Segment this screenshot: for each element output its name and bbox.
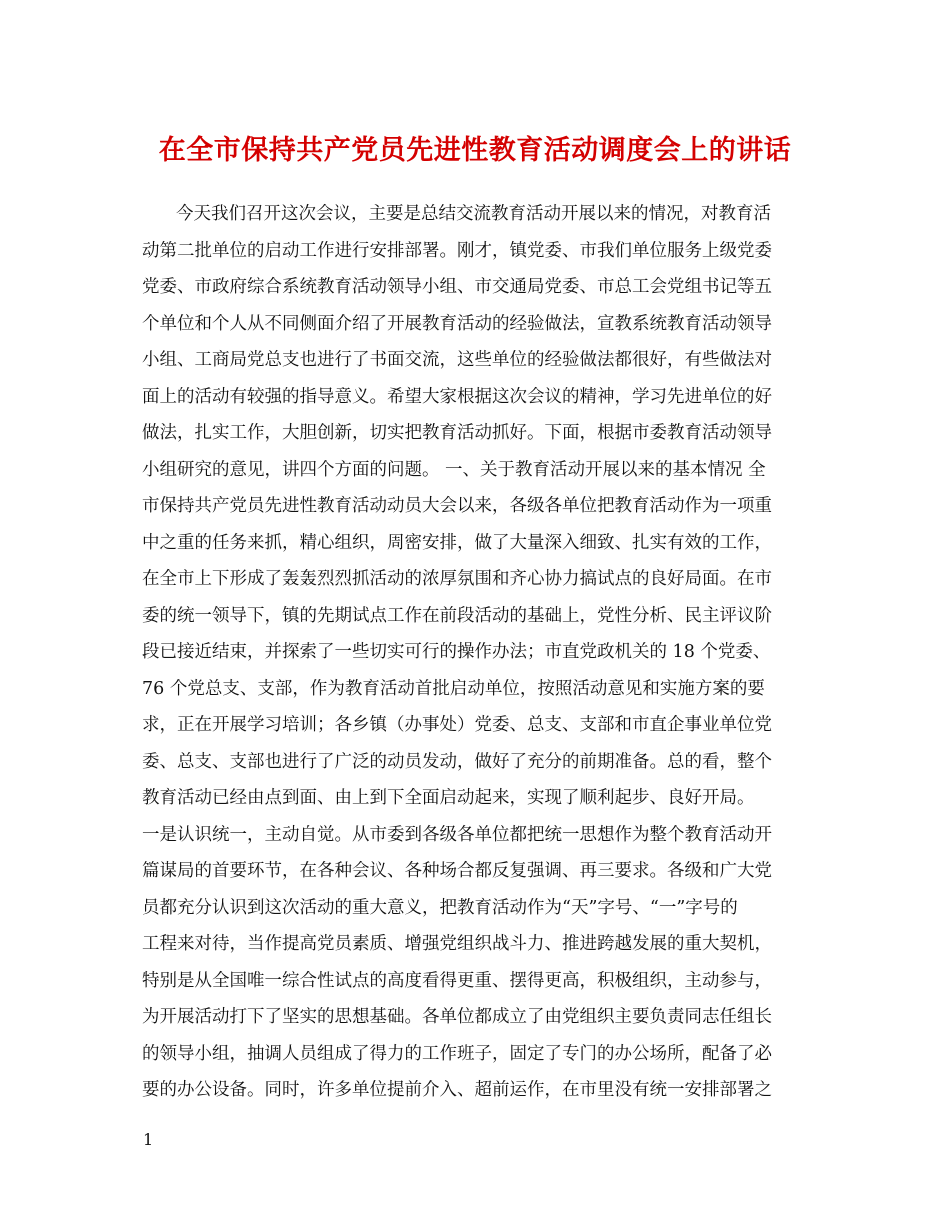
document-body xyxy=(142,196,822,1109)
body-line: 教育活动已经由点到面、由上到下全面启动起来，实现了顺利起步、良好开局。 xyxy=(142,788,755,808)
body-line: 求，正在开展学习培训；各乡镇（办事处）党委、总支、支部和市直企事业单位党 xyxy=(142,715,772,735)
body-line: 委、总支、支部也进行了广泛的动员发动，做好了充分的前期准备。总的看，整个 xyxy=(142,751,772,772)
body-line: 在全市上下形成了轰轰烈烈抓活动的浓厚氛围和齐心协力搞试点的良好局面。在市 xyxy=(142,569,772,589)
body-line: 员都充分认识到这次活动的重大意义，把教育活动作为“天”字号、“一”字号的 xyxy=(142,897,738,918)
body-line: 个单位和个人从不同侧面介绍了开展教育活动的经验做法，宣教系统教育活动领导 xyxy=(142,313,772,334)
body-line: 小组研究的意见，讲四个方面的问题。 一、关于教育活动开展以来的基本情况 全 xyxy=(142,459,766,480)
page-number: 1 xyxy=(143,1130,154,1149)
body-line: 委的统一领导下，镇的先期试点工作在前段活动的基础上，党性分析、民主评议阶 xyxy=(142,605,772,626)
body-line: 特别是从全国唯一综合性试点的高度看得更重、摆得更高，积极组织，主动参与， xyxy=(142,970,772,991)
body-line: 今天我们召开这次会议，主要是总结交流教育活动开展以来的情况，对教育活 xyxy=(176,204,771,224)
body-line: 小组、工商局党总支也进行了书面交流，这些单位的经验做法都很好，有些做法对 xyxy=(142,350,772,370)
document-title: 在全市保持共产党员先进性教育活动调度会上的讲话 xyxy=(158,135,792,166)
body-line: 党委、市政府综合系统教育活动领导小组、市交通局党委、市总工会党组书记等五 xyxy=(142,277,772,297)
body-line: 76 个党总支、支部，作为教育活动首批启动单位，按照活动意见和实施方案的要 xyxy=(142,678,765,699)
body-line: 市保持共产党员先进性教育活动动员大会以来，各级各单位把教育活动作为一项重 xyxy=(142,496,772,516)
body-line: 中之重的任务来抓，精心组织，周密安排，做了大量深入细致、扎实有效的工作， xyxy=(142,532,772,553)
body-line: 为开展活动打下了坚实的思想基础。各单位都成立了由党组织主要负责同志任组长 xyxy=(142,1007,772,1027)
body-line: 的领导小组，抽调人员组成了得力的工作班子，固定了专门的办公场所，配备了必 xyxy=(142,1043,772,1064)
body-line: 工程来对待，当作提高党员素质、增强党组织战斗力、推进跨越发展的重大契机， xyxy=(142,934,772,954)
body-line: 一是认识统一，主动自觉。从市委到各级各单位都把统一思想作为整个教育活动开 xyxy=(142,824,772,845)
body-line: 动第二批单位的启动工作进行安排部署。刚才，镇党委、市我们单位服务上级党委 xyxy=(142,240,772,261)
body-line: 段已接近结束，并探索了一些切实可行的操作办法；市直党政机关的 18 个党委、 xyxy=(142,642,771,662)
body-line: 要的办公设备。同时，许多单位提前介入、超前运作，在市里没有统一安排部署之 xyxy=(142,1080,772,1100)
body-line: 篇谋局的首要环节，在各种会议、各种场合都反复强调、再三要求。各级和广大党 xyxy=(142,861,772,881)
body-line: 面上的活动有较强的指导意义。希望大家根据这次会议的精神，学习先进单位的好 xyxy=(142,386,772,407)
body-line: 做法，扎实工作，大胆创新，切实把教育活动抓好。下面，根据市委教育活动领导 xyxy=(142,423,772,443)
